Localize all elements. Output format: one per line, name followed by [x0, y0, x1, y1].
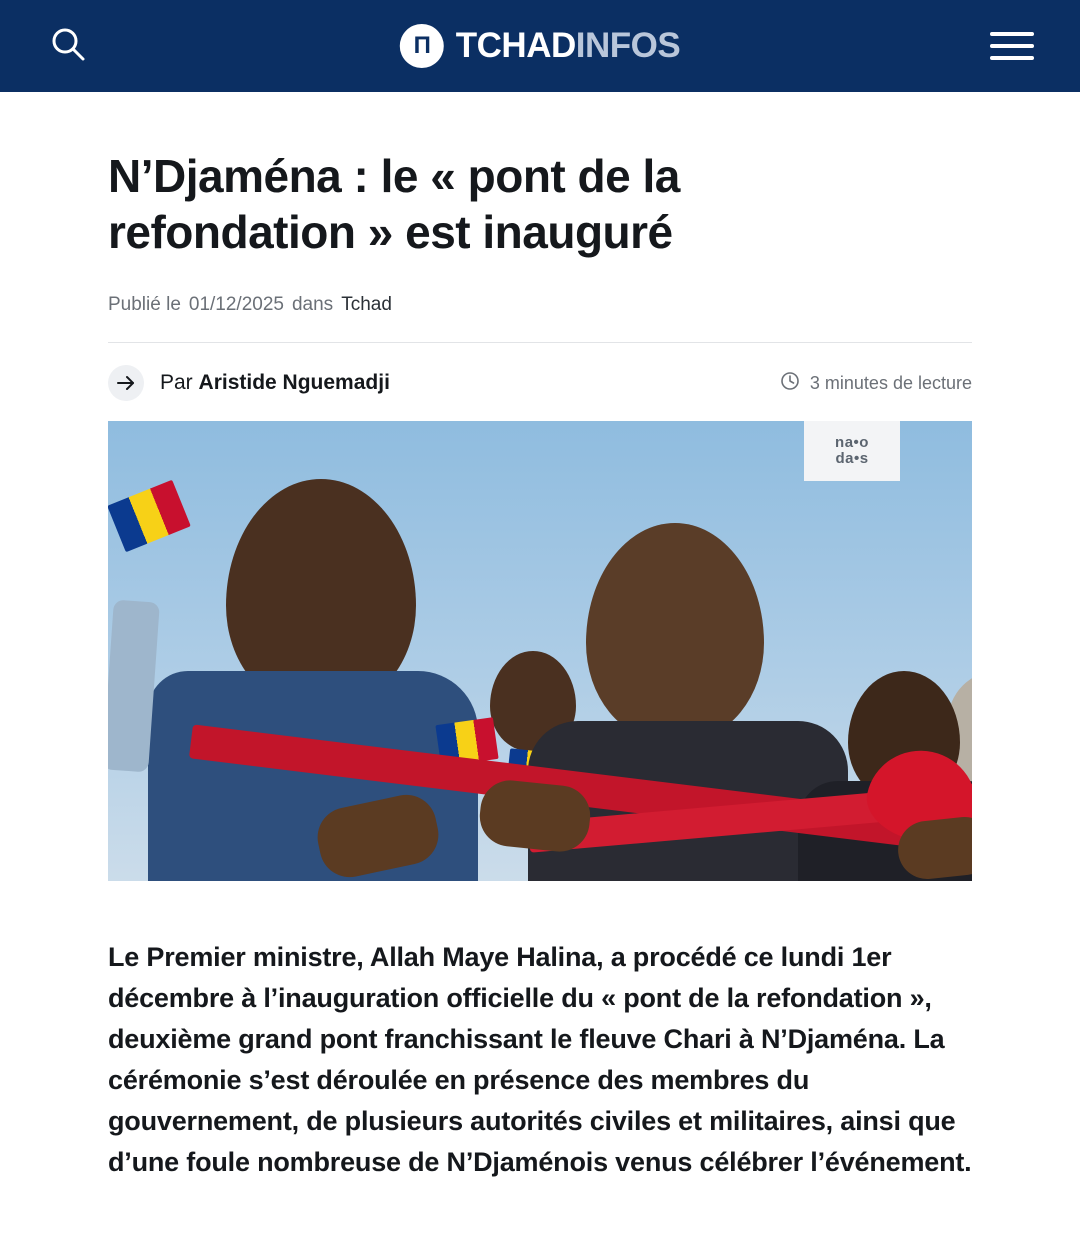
byline-row	[108, 343, 972, 421]
arrow-right-icon	[108, 365, 144, 401]
article-hero-image	[108, 421, 972, 881]
hamburger-menu-button[interactable]	[986, 20, 1038, 72]
hamburger-menu-icon-line-3	[990, 56, 1034, 60]
article-container	[0, 92, 1080, 1183]
site-header	[0, 0, 1080, 92]
watermark-line-2: da•s	[835, 450, 869, 468]
article-meta	[108, 294, 972, 316]
category-link[interactable]: Tchad	[341, 294, 392, 316]
brand-secondary: INFOS	[575, 26, 681, 65]
hamburger-menu-icon-line-2	[990, 44, 1034, 48]
watermark-line-1: na•o	[835, 434, 869, 452]
published-date: 01/12/2025	[188, 294, 284, 316]
read-time	[780, 371, 972, 396]
search-icon	[48, 24, 88, 69]
brand-primary: TCHAD	[455, 26, 576, 65]
byline	[108, 365, 390, 401]
brand-text	[456, 26, 680, 66]
search-button[interactable]	[42, 20, 94, 72]
author-name[interactable]: Aristide Nguemadji	[198, 371, 390, 395]
page-title: N’Djaména : le « pont de la refondation » est inauguré	[108, 150, 680, 259]
hamburger-menu-icon-line-1	[990, 32, 1034, 36]
image-watermark	[804, 421, 900, 481]
byline-text	[160, 371, 390, 395]
clock-icon	[780, 371, 800, 396]
read-time-label: 3 minutes de lecture	[809, 372, 972, 393]
category-prefix: dans	[291, 294, 334, 316]
published-prefix: Publié le	[108, 294, 181, 316]
logo-mark-icon	[400, 24, 444, 68]
article-lead-paragraph: Le Premier ministre, Allah Maye Halina, a procédé ce lundi 1er décembre à l’inauguration officielle du « pont de la refondation », deuxième grand pont franchissant le fleuve Chari à N’Djaména. La cérémonie s’est déroulée en présence des membres du gouvernement, de plusieurs autorités civiles et militaires, ainsi que d’une foule nombreuse de N’Djaménois venus célébrer l’événement.	[108, 942, 972, 1178]
byline-prefix: Par	[160, 371, 193, 395]
logo-glyph: П	[413, 32, 430, 59]
site-logo[interactable]	[400, 24, 680, 68]
